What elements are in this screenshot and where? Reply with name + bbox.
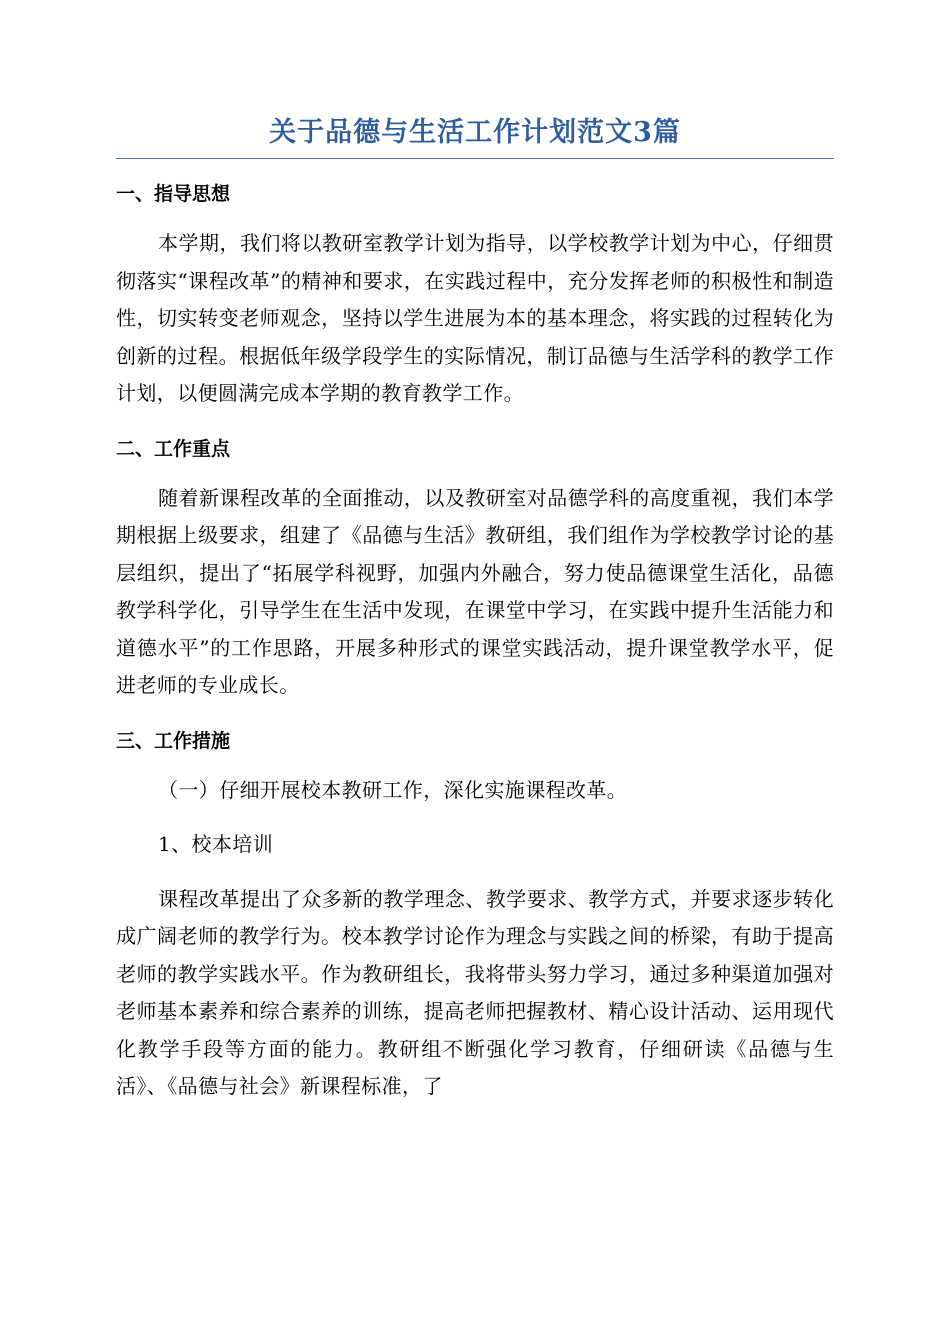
section-paragraph: 随着新课程改革的全面推动，以及教研室对品德学科的高度重视，我们本学期根据上级要求，组建了《品德与生活》教研组，我们组作为学校教学讨论的基层组织，提出了“拓展学科视野，加强内外融合，努力使品德课堂生活化，品德教学科学化，引导学生在生活中发现，在课堂中学习，在实践中提升生活能力和道德水平”的工作思路，开展多种形式的课堂实践活动，提升课堂教学水平，促进老师的专业成长。 [116,485,834,697]
section-heading: 一、指导思想 [116,183,231,205]
document-title: 关于品德与生活工作计划范文3篇 [269,117,681,148]
section-paragraph: 课程改革提出了众多新的教学理念、教学要求、教学方式，并要求逐步转化成广阔老师的教学行为。校本教学讨论作为理念与实践之间的桥梁，有助于提高老师的教学实践水平。作为教研组长，我将带头努力学习，通过多种渠道加强对老师基本素养和综合素养的训练，提高老师把握教材、精心设计活动、运用现代化教学手段等方面的能力。教研组不断强化学习教育，仔细研读《品德与生活》、《品德与社会》新课程标准，了 [116,886,834,1098]
section-item-label: 1、校本培训 [158,832,274,856]
document-page [116,110,834,1123]
section-guiding-ideology [116,175,834,413]
title-underline [116,158,834,159]
section-heading: 二、工作重点 [116,437,231,460]
section-work-measures [116,722,834,1106]
section-paragraph: 本学期，我们将以教研室教学计划为指导，以学校教学计划为中心，仔细贯彻落实“课程改革”的精神和要求，在实践过程中，充分发挥老师的积极性和制造性，切实转变老师观念，坚持以学生进展为本的基本理念，将实践的过程转化为创新的过程。根据低年级学段学生的实际情况，制订品德与生活学科的教学工作计划，以便圆满完成本学期的教育教学工作。 [116,231,834,405]
section-work-focus [116,430,834,705]
section-heading: 三、工作措施 [116,729,231,752]
section-subheading: （一）仔细开展校本教研工作，深化实施课程改革。 [158,777,628,802]
